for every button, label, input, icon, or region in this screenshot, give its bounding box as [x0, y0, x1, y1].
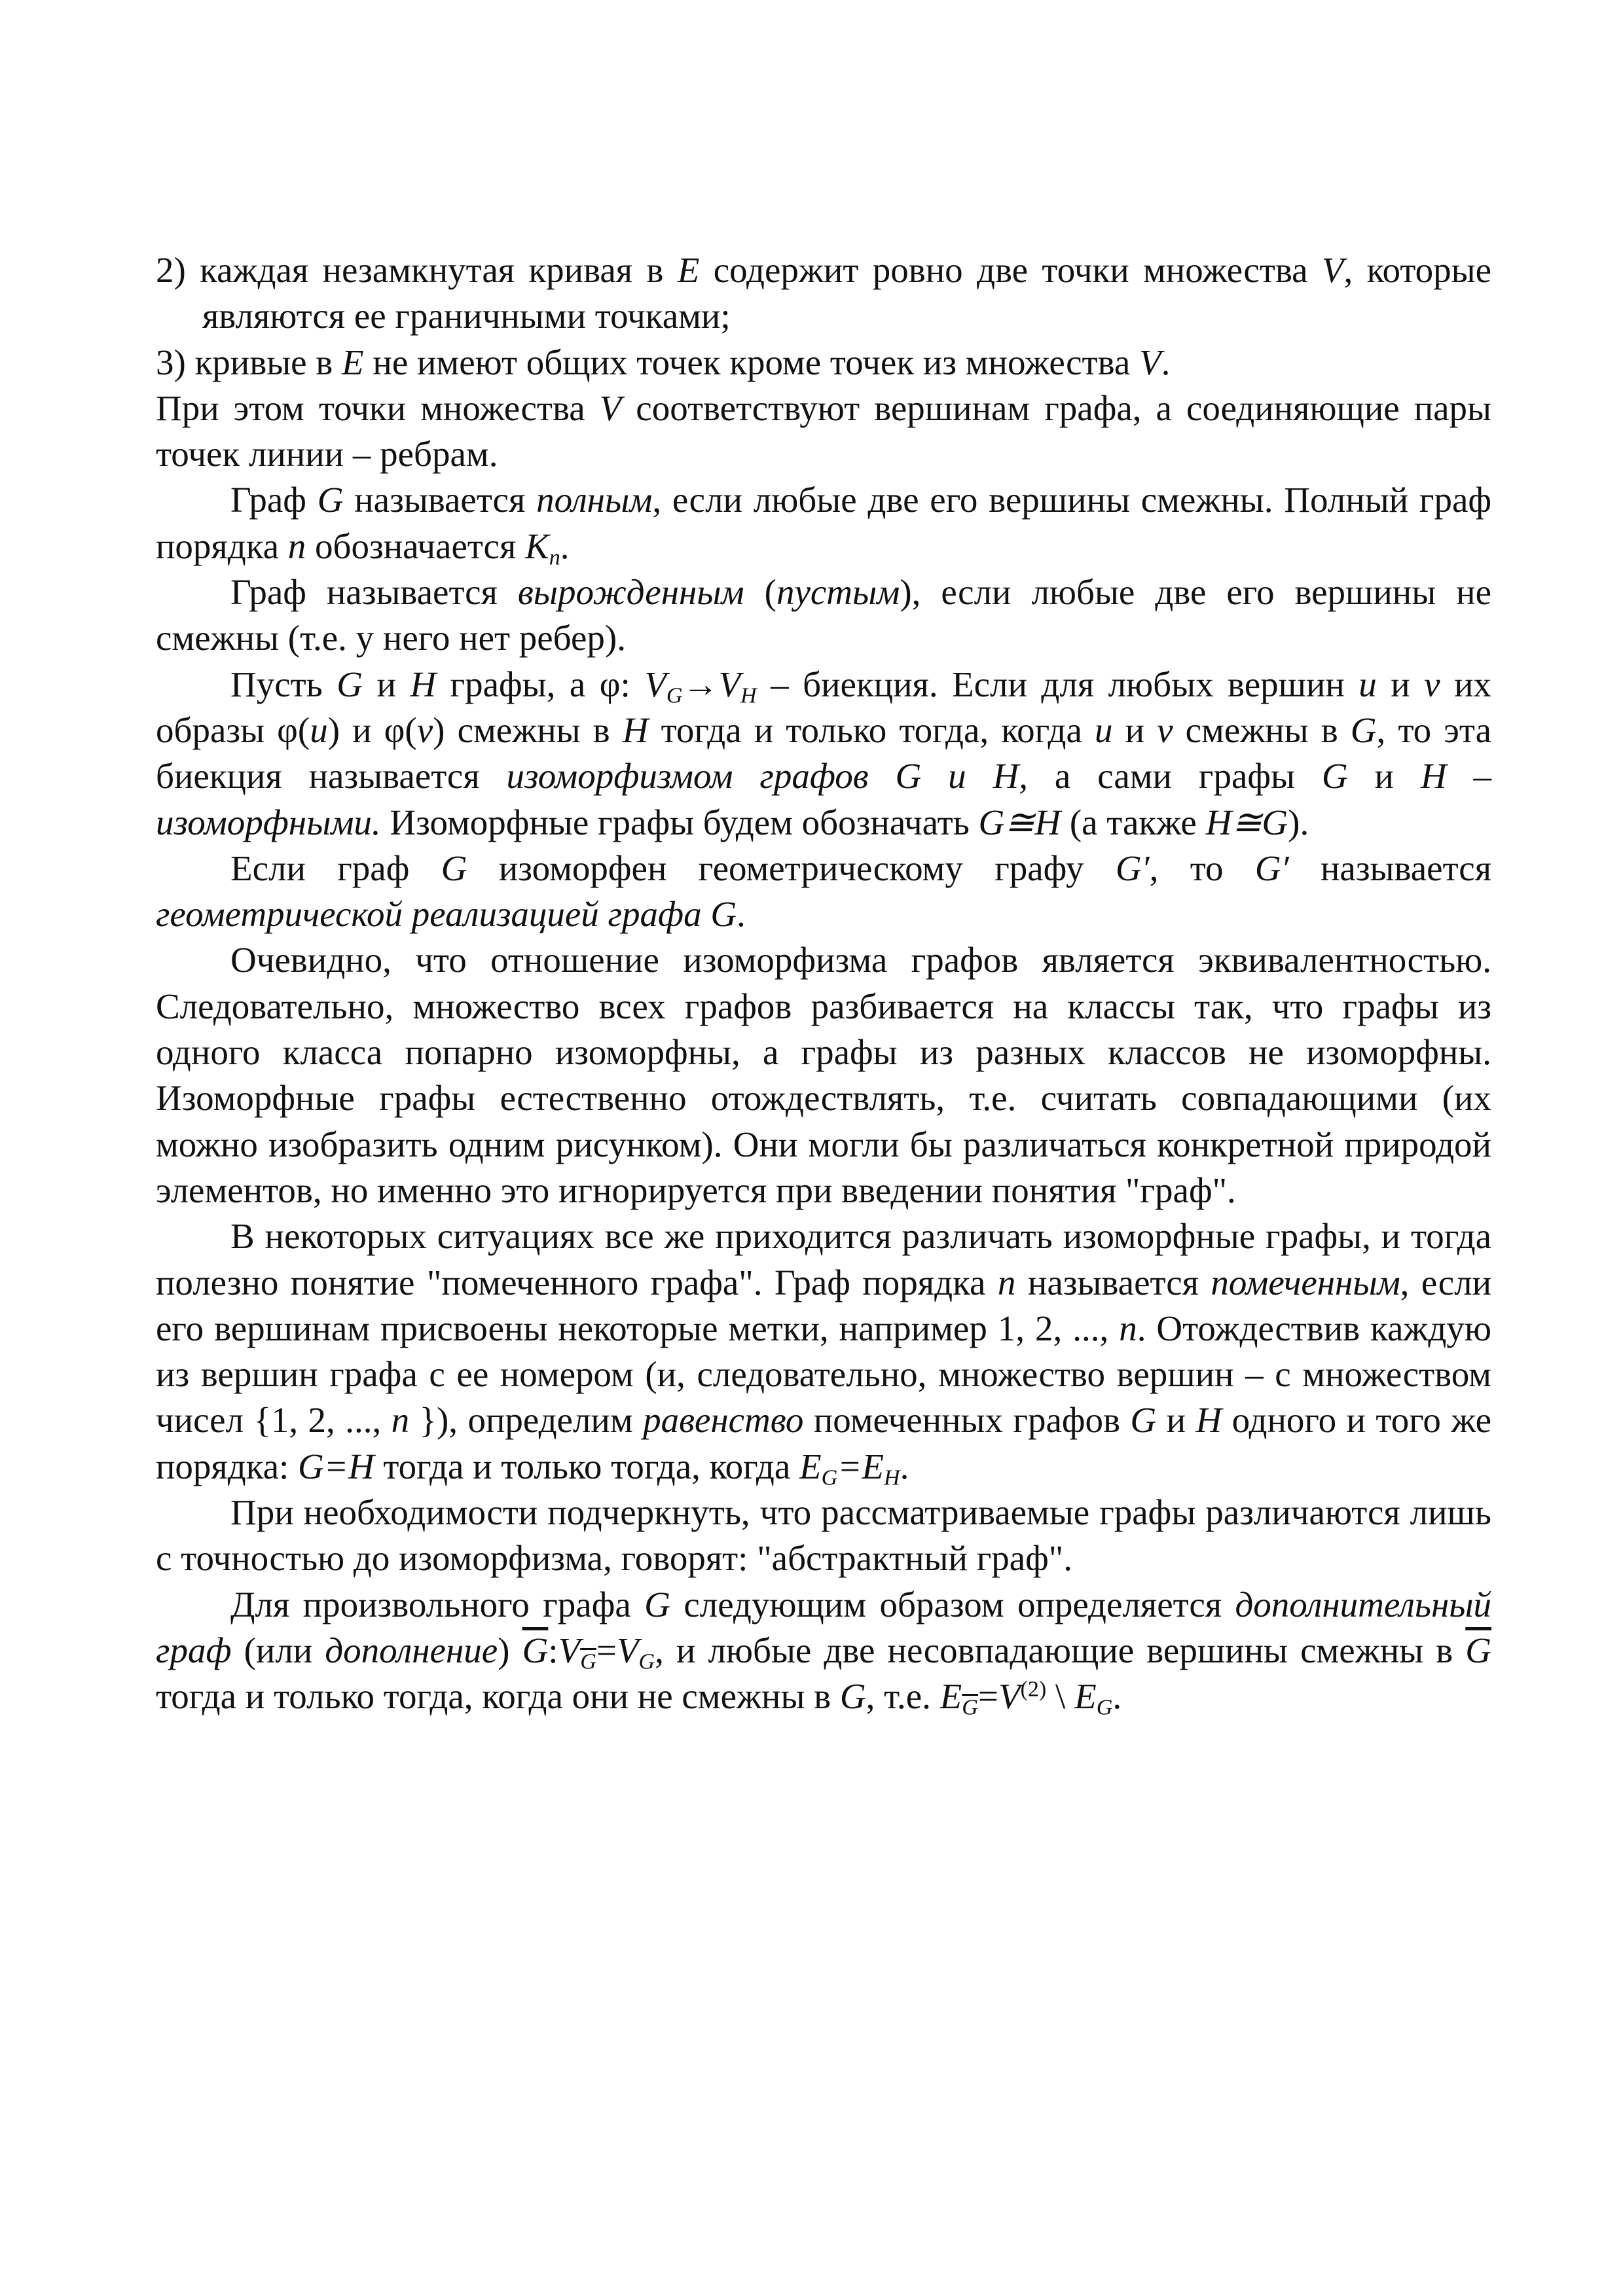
- list-item-2: [156, 247, 1491, 340]
- math-expression: H≅G: [1205, 802, 1288, 842]
- text-span: соответствуют вершинам графа, а соединяющие пары точек линии – ребрам.: [156, 387, 1491, 475]
- math-EG-equals-EH: [799, 1446, 900, 1490]
- text-span: и: [1347, 756, 1421, 797]
- paragraph-empty-graph: [156, 569, 1491, 662]
- math-symbol: G: [644, 1584, 670, 1624]
- math-symbol: n: [1119, 1308, 1137, 1348]
- text-span: . Отождествив каждую из вершин графа с ее номером (и, следовательно, множество вершин – с множеством чисел {1, 2, ...,: [156, 1308, 1491, 1441]
- math-symbol: H: [410, 664, 437, 704]
- paragraph-labeled-graph: [156, 1213, 1491, 1490]
- math-equals: =: [596, 1630, 617, 1670]
- text-span: }), определим: [409, 1400, 644, 1441]
- math-symbol: V: [644, 664, 666, 704]
- term-emphasis: полным: [536, 480, 653, 520]
- math-symbol: $\overline{G}$: [522, 1630, 549, 1670]
- math-subscript: H: [884, 1465, 900, 1490]
- math-symbol: E: [939, 1676, 962, 1717]
- text-span: , то эта биекция называется: [156, 709, 1491, 797]
- text-span: обозначается: [306, 526, 526, 566]
- term-emphasis: изоморфными.: [156, 802, 381, 842]
- text-span: ) и φ(: [327, 709, 417, 750]
- math-symbol: $\overline{G}$: [1465, 1630, 1491, 1670]
- text-span: , и любые две несовпадающие вершины смежны в: [655, 1630, 1466, 1670]
- text-span: (: [744, 572, 776, 613]
- math-equals: =: [837, 1446, 862, 1486]
- math-symbol: G: [317, 480, 344, 520]
- text-span: Изоморфные графы будем обозначать: [380, 802, 979, 842]
- text-span: – биекция. Если для любых вершин: [756, 664, 1359, 704]
- math-subscript: G: [580, 1649, 596, 1674]
- text-span: и: [1376, 664, 1425, 704]
- text-span: не имеют общих точек кроме точек из множества: [363, 342, 1139, 382]
- text-span: и: [362, 664, 410, 704]
- math-Kn: [525, 526, 560, 570]
- math-subscript: G: [638, 1649, 655, 1674]
- math-symbol: G: [441, 848, 467, 888]
- math-complement-vertices: [522, 1630, 655, 1674]
- text-span: ), если любые две его вершины не смежны (т.е. у него нет ребер).: [156, 572, 1491, 658]
- math-VG: [644, 664, 683, 708]
- text-span: следующим образом определяется: [670, 1584, 1235, 1624]
- text-span: Для произвольного графа: [230, 1584, 645, 1624]
- text-span: (или: [231, 1630, 325, 1670]
- text-span: содержит ровно две точки множества: [699, 250, 1322, 290]
- text-span: называется: [1015, 1262, 1211, 1302]
- text-span: .: [560, 526, 570, 566]
- math-complement-edges: [939, 1676, 1122, 1720]
- math-expression: G≅H: [978, 802, 1061, 842]
- math-symbol: V: [599, 387, 622, 428]
- text-span: .: [1161, 342, 1171, 382]
- math-symbol: n: [287, 526, 306, 566]
- math-subscript: G: [666, 683, 683, 708]
- math-period: .: [1112, 1676, 1122, 1717]
- math-subscript: n: [549, 545, 560, 570]
- text-span: При этом точки множества: [156, 387, 600, 428]
- math-symbol: v: [1157, 709, 1173, 750]
- text-span: тогда и только тогда, когда они не смежны в: [156, 1676, 840, 1717]
- term-emphasis: вырожденным: [517, 572, 744, 613]
- term-emphasis: геометрической реализацией графа G: [156, 894, 737, 935]
- math-symbol: u: [310, 709, 328, 750]
- text-span: одного и того же порядка:: [156, 1400, 1492, 1486]
- math-symbol: V: [1139, 342, 1161, 382]
- math-symbol: H: [622, 709, 649, 750]
- text-span: и: [1156, 1400, 1196, 1441]
- math-colon: :: [548, 1630, 558, 1670]
- text-span: а сами графы: [1028, 756, 1322, 797]
- math-expression: G=H: [298, 1446, 374, 1486]
- math-symbol: V: [998, 1676, 1021, 1717]
- text-span: , если его вершинам присвоены некоторые метки, например 1, 2, ...,: [156, 1262, 1491, 1348]
- math-subscript: G: [821, 1465, 838, 1490]
- math-symbol: E: [799, 1446, 822, 1486]
- math-superscript: (2): [1020, 1677, 1047, 1702]
- text-span: тогда и только тогда, когда: [374, 1446, 800, 1486]
- math-symbol: K: [525, 526, 549, 566]
- text-span: 3) кривые в: [156, 342, 342, 382]
- text-span: смежны в: [1173, 709, 1351, 750]
- text-span: графы, а φ:: [436, 664, 645, 704]
- term-emphasis: равенство: [643, 1400, 804, 1441]
- math-symbol: E: [677, 250, 700, 290]
- math-subscript: H: [740, 683, 757, 708]
- text-span: и: [1112, 709, 1158, 750]
- text-span: (а также: [1061, 802, 1206, 842]
- math-subscript: G: [962, 1695, 978, 1720]
- text-span: .: [737, 894, 746, 935]
- term-emphasis: помеченным: [1211, 1262, 1400, 1302]
- term-emphasis: дополнительный граф: [156, 1584, 1491, 1670]
- text-span: , если любые две его вершины смежны. Полный граф порядка: [156, 480, 1491, 566]
- math-equals: =: [977, 1676, 998, 1717]
- paragraph-complement-graph: [156, 1582, 1491, 1720]
- math-symbol: G: [1321, 756, 1348, 797]
- math-symbol: G: [1130, 1400, 1157, 1441]
- paragraph-vertices: [156, 386, 1491, 478]
- math-symbol: H: [1195, 1400, 1222, 1441]
- text-span: , то: [1149, 848, 1255, 888]
- paragraph-equivalence: Очевидно, что отношение изоморфизма графов является эквивалентностью. Следовательно, множество всех графов разбивается на классы так, что графы из одного класса попарно изоморфны, а графы из разных классов не изоморфны. Изоморфные графы естественно отождествлять, т.е. считать совпадающими (их можно изобразить одним рисунком). Они могли бы различаться конкретной природой элементов, но именно это игнорируется при введении понятия "граф".: [156, 940, 1491, 1210]
- text-span: Граф называется: [230, 572, 518, 613]
- text-span: называется: [1288, 848, 1491, 888]
- math-VH: [718, 664, 757, 708]
- math-symbol: n: [997, 1262, 1016, 1302]
- text-span: тогда и только тогда, когда: [648, 709, 1095, 750]
- text-span: ).: [1288, 802, 1309, 842]
- math-symbol: E: [1074, 1676, 1097, 1717]
- math-set-minus: \: [1046, 1676, 1075, 1717]
- text-span: ) смежны в: [433, 709, 623, 750]
- math-symbol: V: [616, 1630, 639, 1670]
- math-symbol: V: [1321, 250, 1344, 290]
- text-span: В некоторых ситуациях все же приходится различать изоморфные графы, и тогда полезно понятие "помеченного графа". Граф порядка: [156, 1216, 1491, 1302]
- term-emphasis: пустым: [776, 572, 900, 613]
- math-symbol: H: [1420, 756, 1447, 797]
- term-emphasis: дополнение: [325, 1630, 498, 1670]
- paragraph-complete-graph: [156, 477, 1491, 569]
- math-symbol: n: [391, 1400, 410, 1441]
- math-symbol: G: [1350, 709, 1377, 750]
- text-span: их образы φ(: [156, 664, 1491, 750]
- math-symbol: V: [718, 664, 741, 704]
- math-arrow: →: [682, 664, 719, 704]
- text-span: Граф: [230, 480, 318, 520]
- math-symbol: E: [342, 342, 364, 382]
- document-body: [156, 247, 1491, 1720]
- math-symbol: G′: [1254, 848, 1289, 888]
- math-symbol: u: [1094, 709, 1113, 750]
- text-span: называется: [343, 480, 537, 520]
- text-span: изоморфен геометрическому графу: [467, 848, 1116, 888]
- paragraph-geometric-realization: [156, 846, 1491, 938]
- text-span: , которые являются ее граничными точками;: [202, 250, 1491, 336]
- math-symbol: E: [862, 1446, 884, 1486]
- math-symbol: v: [416, 709, 433, 750]
- text-span: ): [498, 1630, 522, 1670]
- math-subscript: G: [1096, 1695, 1113, 1720]
- math-symbol: G: [839, 1676, 866, 1717]
- text-span: Пусть: [230, 664, 337, 704]
- paragraph-abstract-graph: При необходимости подчеркнуть, что рассматриваемые графы различаются лишь с точностью до изоморфизма, говорят: "абстрактный граф".: [156, 1492, 1491, 1579]
- math-symbol: V: [558, 1630, 581, 1670]
- term-emphasis: изоморфизмом графов G и H,: [506, 756, 1029, 797]
- text-span: .: [900, 1446, 909, 1486]
- math-symbol: G′: [1115, 848, 1150, 888]
- math-symbol: u: [1359, 664, 1377, 704]
- math-symbol: v: [1424, 664, 1440, 704]
- paragraph-isomorphism: [156, 662, 1491, 846]
- math-symbol: G: [337, 664, 363, 704]
- text-span: помеченных графов: [803, 1400, 1131, 1441]
- text-span: Если граф: [230, 848, 441, 888]
- text-span: , т.е.: [866, 1676, 940, 1717]
- text-span: –: [1446, 756, 1492, 797]
- list-item-3: [156, 340, 1491, 386]
- text-span: 2) каждая незамкнутая кривая в: [156, 250, 678, 290]
